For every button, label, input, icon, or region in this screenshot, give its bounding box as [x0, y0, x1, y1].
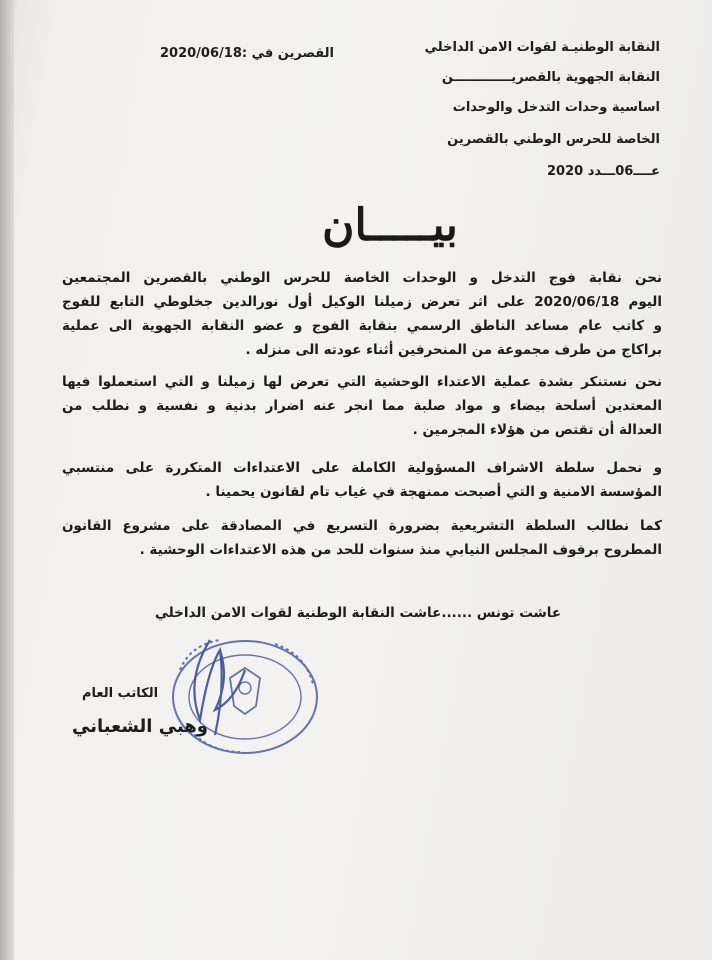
paragraph-3 [62, 456, 662, 504]
paragraph-2 [62, 370, 662, 442]
page-fold-shadow [0, 0, 14, 960]
signatory-title: الكاتب العام [82, 686, 159, 701]
header-line-1: النقابة الوطنيـة لقوات الامن الداخلي [424, 40, 660, 55]
paragraph-line: نحن نستنكر بشدة عملية الاعتداء الوحشية التي تعرض لها زميلنا و التي استعملوا فيها [62, 374, 662, 390]
header-line-3: اساسية وحدات التدخل والوحدات [452, 100, 660, 115]
signatory-name: وهبي الشعباني [72, 716, 208, 737]
paragraph-line: المعتدين أسلحة بيضاء و مواد صلبة مما انجر عنه اضرار بدنية و نفسية و نطلب من [62, 398, 662, 414]
paragraph-1 [62, 266, 662, 362]
paragraph-line: نحن نقابة فوج التدخل و الوحدات الخاصة للحرس الوطني بالقصرين المجتمعين [62, 270, 662, 286]
document-title: بيـــــان [322, 200, 458, 251]
header-line-4: الخاصة للحرس الوطني بالقصرين [447, 132, 660, 147]
paragraph-line: المطروح برفوف المجلس النيابي منذ سنوات للحد من هذه الاعتداءات الوحشية . [139, 542, 662, 558]
paragraph-line: و نحمل سلطة الاشراف المسؤولية الكاملة على الاعتداءات المتكررة على منتسبي [62, 460, 662, 476]
paragraph-line: براكاج من طرف مجموعة من المنحرفين أثناء عودته الى منزله . [245, 342, 662, 358]
paragraph-4 [62, 514, 662, 562]
paragraph-line: العدالة أن تقتص من هؤلاء المجرمين . [412, 422, 662, 438]
place-date: القصرين في :2020/06/18 [160, 46, 334, 61]
official-stamp [150, 630, 320, 760]
header-line-2: النقابة الجهوية بالقصريـــــــــــــن [441, 70, 660, 85]
paragraph-line: المؤسسة الامنية و التي أصبحت ممنهجة في غياب تام لقانون يحمينا . [205, 484, 662, 500]
closing-slogan: عاشت تونس ......عاشت النقابة الوطنية لقوات الامن الداخلي [155, 605, 562, 621]
paragraph-line: اليوم 2020/06/18 على اثر تعرض زميلنا الوكيل أول نورالدين جخلوطي التابع للفوج [62, 294, 663, 310]
paragraph-line: و كاتب عام مساعد الناطق الرسمي بنقابة الفوج و عضو النقابة الجهوية الى عملية [62, 318, 662, 334]
reference-number: عــــ06ـــدد 2020 [547, 164, 660, 179]
paragraph-line: كما نطالب السلطة التشريعية بضرورة التسريع في المصادقة على مشروع القانون [62, 518, 662, 534]
